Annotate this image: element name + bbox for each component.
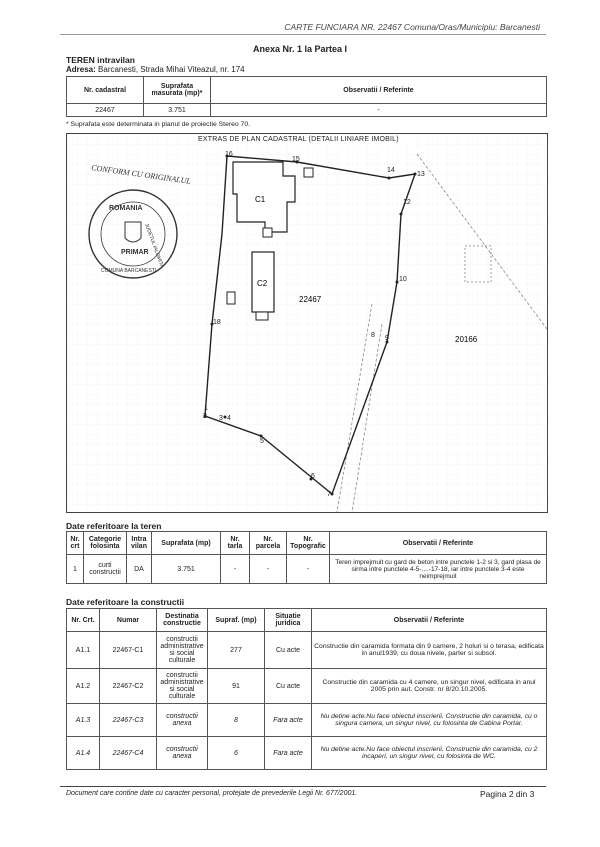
table-row	[67, 669, 547, 704]
c-cell-nr: A1.1	[67, 632, 100, 669]
footer-disclaimer: Document care contine date cu caracter personal, protejate de prevederile Legii Nr. 677/2001.	[66, 790, 358, 797]
stamp-handwriting: CONFORM CU ORIGINALUL	[90, 163, 192, 186]
constructii-table	[66, 608, 547, 770]
c-cell-situatie: Cu acte	[265, 669, 312, 704]
c-cell-numar: 22467-C4	[100, 737, 157, 770]
vertex-3: 3	[219, 415, 223, 422]
c-cell-destinatia: constructii anexa	[157, 737, 208, 770]
teren-cell-nr: 1	[67, 555, 84, 584]
c-cell-destinatia: constructii administrative si social culturale	[157, 669, 208, 704]
c-cell-nr: A1.4	[67, 737, 100, 770]
vertex-12: 12	[403, 199, 411, 206]
teren-cell-parcela: -	[250, 555, 287, 584]
c-cell-numar: 22467-C3	[100, 704, 157, 737]
vertex-2: 2	[203, 413, 207, 420]
vertex-9: 9	[385, 335, 389, 342]
c-cell-supraf: 277	[208, 632, 265, 669]
c-cell-observatii: Nu detine acte.Nu face obiectul inscrierii. Constructie din caramida, cu 2 incaperi, un singur nivel, cu folosinta de WC.	[312, 737, 547, 770]
th-categorie: Categorie folosinta	[84, 532, 127, 555]
teren-cell-categorie: curti constructii	[84, 555, 127, 584]
th-suprafata-teren: Suprafata (mp)	[152, 532, 221, 555]
vertex-8: 8	[371, 332, 375, 339]
th-intravilan: Intra vilan	[127, 532, 152, 555]
teren-cell-tarla: -	[221, 555, 250, 584]
table-row	[67, 704, 547, 737]
vertex-7: 7	[327, 491, 331, 498]
page-number: Pagina 2 din 3	[480, 789, 535, 799]
cell-nr-cadastral: 22467	[67, 104, 144, 117]
teren-adresa	[66, 65, 245, 74]
teren-table	[66, 531, 547, 584]
cadastral-plan	[66, 133, 548, 513]
th-c-numar: Numar	[100, 609, 157, 632]
label-parcel: 22467	[299, 295, 322, 304]
stamp-comuna: COMUNA BARCANESTI	[101, 268, 157, 274]
teren-cell-suprafata: 3.751	[152, 555, 221, 584]
plan-svg	[67, 134, 547, 512]
c-cell-destinatia: constructii administrative si social culturale	[157, 632, 208, 669]
th-c-situatie: Situatie juridica	[265, 609, 312, 632]
vertex-5: 5	[260, 438, 264, 445]
table-row	[67, 632, 547, 669]
vertex-6: 6	[311, 473, 315, 480]
vertex-16: 16	[225, 151, 233, 158]
anexa-title: Anexa Nr. 1 la Partea I	[252, 44, 348, 54]
vertex-10: 10	[399, 276, 407, 283]
teren-title: TEREN intravilan	[66, 55, 135, 65]
c-cell-observatii: Constructie din caramida cu 4 camere, un singur nivel, edificata in anul 2005 prin aut. Constr. nr 8/20.10.2005.	[312, 669, 547, 704]
plan-title: EXTRAS DE PLAN CADASTRAL (DETALII LINIARE IMOBIL)	[198, 136, 399, 143]
cell-observatii: -	[211, 104, 547, 117]
header-carte-funciara: CARTE FUNCIARA NR. 22467 Comuna/Oras/Municipiu: Barcanesti	[284, 22, 540, 32]
vertex-15: 15	[292, 156, 300, 163]
c-cell-numar: 22467-C2	[100, 669, 157, 704]
th-tarla: Nr. tarla	[221, 532, 250, 555]
th-c-supraf: Supraf. (mp)	[208, 609, 265, 632]
c-cell-observatii: Nu detine acte.Nu face obiectul inscrierii. Constructie din caramida, cu o singura camera, un singur nivel, cu folosinta de Cabina Portar.	[312, 704, 547, 737]
c-cell-situatie: Fara acte	[265, 704, 312, 737]
vertex-18: 18	[213, 319, 221, 326]
label-c1: C1	[255, 195, 266, 204]
th-nr-crt: Nr. crt	[67, 532, 84, 555]
th-c-observatii: Observatii / Referinte	[312, 609, 547, 632]
label-neighbor: 20166	[455, 335, 478, 344]
th-observatii-teren: Observatii / Referinte	[330, 532, 547, 555]
stereo-note: * Suprafata este determinata in planul de proiectie Stereo 70.	[66, 121, 251, 128]
adresa-value: Barcanesti, Strada Mihai Viteazul, nr. 174	[98, 65, 245, 74]
th-nr-cadastral: Nr. cadastral	[67, 77, 144, 104]
cadastral-table	[66, 76, 547, 117]
cell-suprafata: 3.751	[144, 104, 211, 117]
label-c2: C2	[257, 279, 268, 288]
building-c3	[227, 292, 235, 304]
building-c4	[304, 168, 313, 177]
c-cell-supraf: 91	[208, 669, 265, 704]
th-suprafata: Suprafata masurata (mp)*	[144, 77, 211, 104]
teren-cell-observatii: Teren imprejmuit cu gard de beton intre punctele 1-2 si 3, gard plasa de sirma intre punctele 4-5-....-17-18, iar intre punctele 3-4 este neimprejmuit	[330, 555, 547, 584]
c-cell-supraf: 8	[208, 704, 265, 737]
building-c2-porch	[256, 312, 268, 320]
section-constructii-title: Date referitoare la constructii	[66, 597, 185, 607]
th-parcela: Nr. parcela	[250, 532, 287, 555]
th-observatii: Observatii / Referinte	[211, 77, 547, 104]
c-cell-supraf: 6	[208, 737, 265, 770]
th-c-nr: Nr. Crt.	[67, 609, 100, 632]
c-cell-situatie: Cu acte	[265, 632, 312, 669]
adresa-label: Adresa:	[66, 65, 96, 74]
th-topografic: Nr. Topografic	[287, 532, 330, 555]
teren-cell-topografic: -	[287, 555, 330, 584]
vertex-1: 1	[204, 405, 208, 412]
table-row	[67, 737, 547, 770]
footer-divider	[60, 786, 546, 787]
section-teren-title: Date referitoare la teren	[66, 521, 162, 531]
header-divider	[60, 34, 546, 35]
c-cell-situatie: Fara acte	[265, 737, 312, 770]
stamp-judet: JUDETUL IALOMITA	[143, 222, 165, 269]
c-cell-nr: A1.3	[67, 704, 100, 737]
c-cell-destinatia: constructii anexa	[157, 704, 208, 737]
teren-cell-intravilan: DA	[127, 555, 152, 584]
vertex-13: 13	[417, 171, 425, 178]
building-c1-annex	[263, 228, 272, 237]
th-c-destinatia: Destinatia constructie	[157, 609, 208, 632]
stamp-primar: PRIMAR	[121, 249, 149, 256]
vertex-14: 14	[387, 167, 395, 174]
stamp-romania: ROMANIA	[109, 205, 143, 212]
c-cell-observatii: Constructie din caramida formata din 9 camere, 2 holuri si o terasa, edificata in anul1939, cu doua nivele, parter si subsol.	[312, 632, 547, 669]
c-cell-nr: A1.2	[67, 669, 100, 704]
vertex-4: 4	[227, 415, 231, 422]
c-cell-numar: 22467-C1	[100, 632, 157, 669]
